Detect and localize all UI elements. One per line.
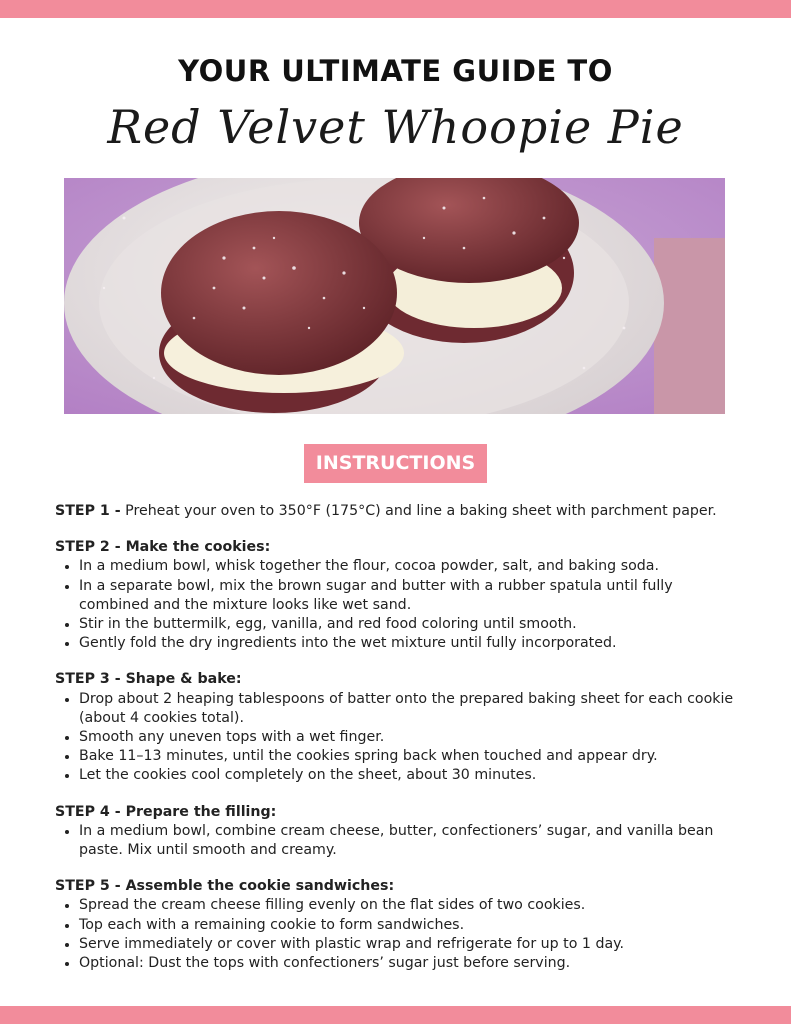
instructions-badge: INSTRUCTIONS <box>304 444 487 483</box>
page-title: YOUR ULTIMATE GUIDE TO <box>178 54 613 88</box>
step-label: STEP 3 - Shape & bake: <box>55 671 242 688</box>
list-item: • In a separate bowl, mix the brown sugar and butter with a rubber spatula until fully combined and the mixture looks like wet sand. <box>79 577 745 615</box>
list-item: • In a medium bowl, combine cream cheese, butter, confectioners’ sugar, and vanilla bean paste. Mix until smooth and creamy. <box>79 822 745 860</box>
list-item: • Gently fold the dry ingredients into the wet mixture until fully incorporated. <box>79 634 745 653</box>
step-4 <box>55 803 745 861</box>
list-item: • In a medium bowl, whisk together the flour, cocoa powder, salt, and baking soda. <box>79 557 745 576</box>
list-item: • Stir in the buttermilk, egg, vanilla, and red food coloring until smooth. <box>79 615 745 634</box>
whoopie-pie-illustration <box>64 178 725 414</box>
list-item: • Top each with a remaining cookie to form sandwiches. <box>79 916 745 935</box>
step-3 <box>55 670 745 785</box>
recipe-name: Red Velvet Whoopie Pie <box>107 100 684 154</box>
list-item: • Optional: Dust the tops with confectioners’ sugar just before serving. <box>79 954 745 973</box>
step-1 <box>55 502 745 521</box>
recipe-photo <box>64 178 725 414</box>
list-item: • Let the cookies cool completely on the sheet, about 30 minutes. <box>79 766 745 785</box>
list-item: • Serve immediately or cover with plastic wrap and refrigerate for up to 1 day. <box>79 935 745 954</box>
list-item: • Smooth any uneven tops with a wet finger. <box>79 728 745 747</box>
bottom-accent-bar <box>0 1006 791 1024</box>
step-label: STEP 4 - Prepare the filling: <box>55 803 277 820</box>
step-label: STEP 1 - <box>55 503 121 519</box>
list-item: • Spread the cream cheese filling evenly on the flat sides of two cookies. <box>79 896 745 915</box>
step-label: STEP 2 - Make the cookies: <box>55 539 271 556</box>
list-item: • Drop about 2 heaping tablespoons of batter onto the prepared baking sheet for each cookie (about 4 cookies total). <box>79 690 745 728</box>
top-accent-bar <box>0 0 791 18</box>
step-text: Preheat your oven to 350°F (175°C) and line a baking sheet with parchment paper. <box>120 503 717 519</box>
step-5 <box>55 877 745 973</box>
step-2 <box>55 538 745 653</box>
instructions-list <box>55 502 745 990</box>
step-label: STEP 5 - Assemble the cookie sandwiches: <box>55 878 395 895</box>
list-item: • Bake 11–13 minutes, until the cookies spring back when touched and appear dry. <box>79 747 745 766</box>
